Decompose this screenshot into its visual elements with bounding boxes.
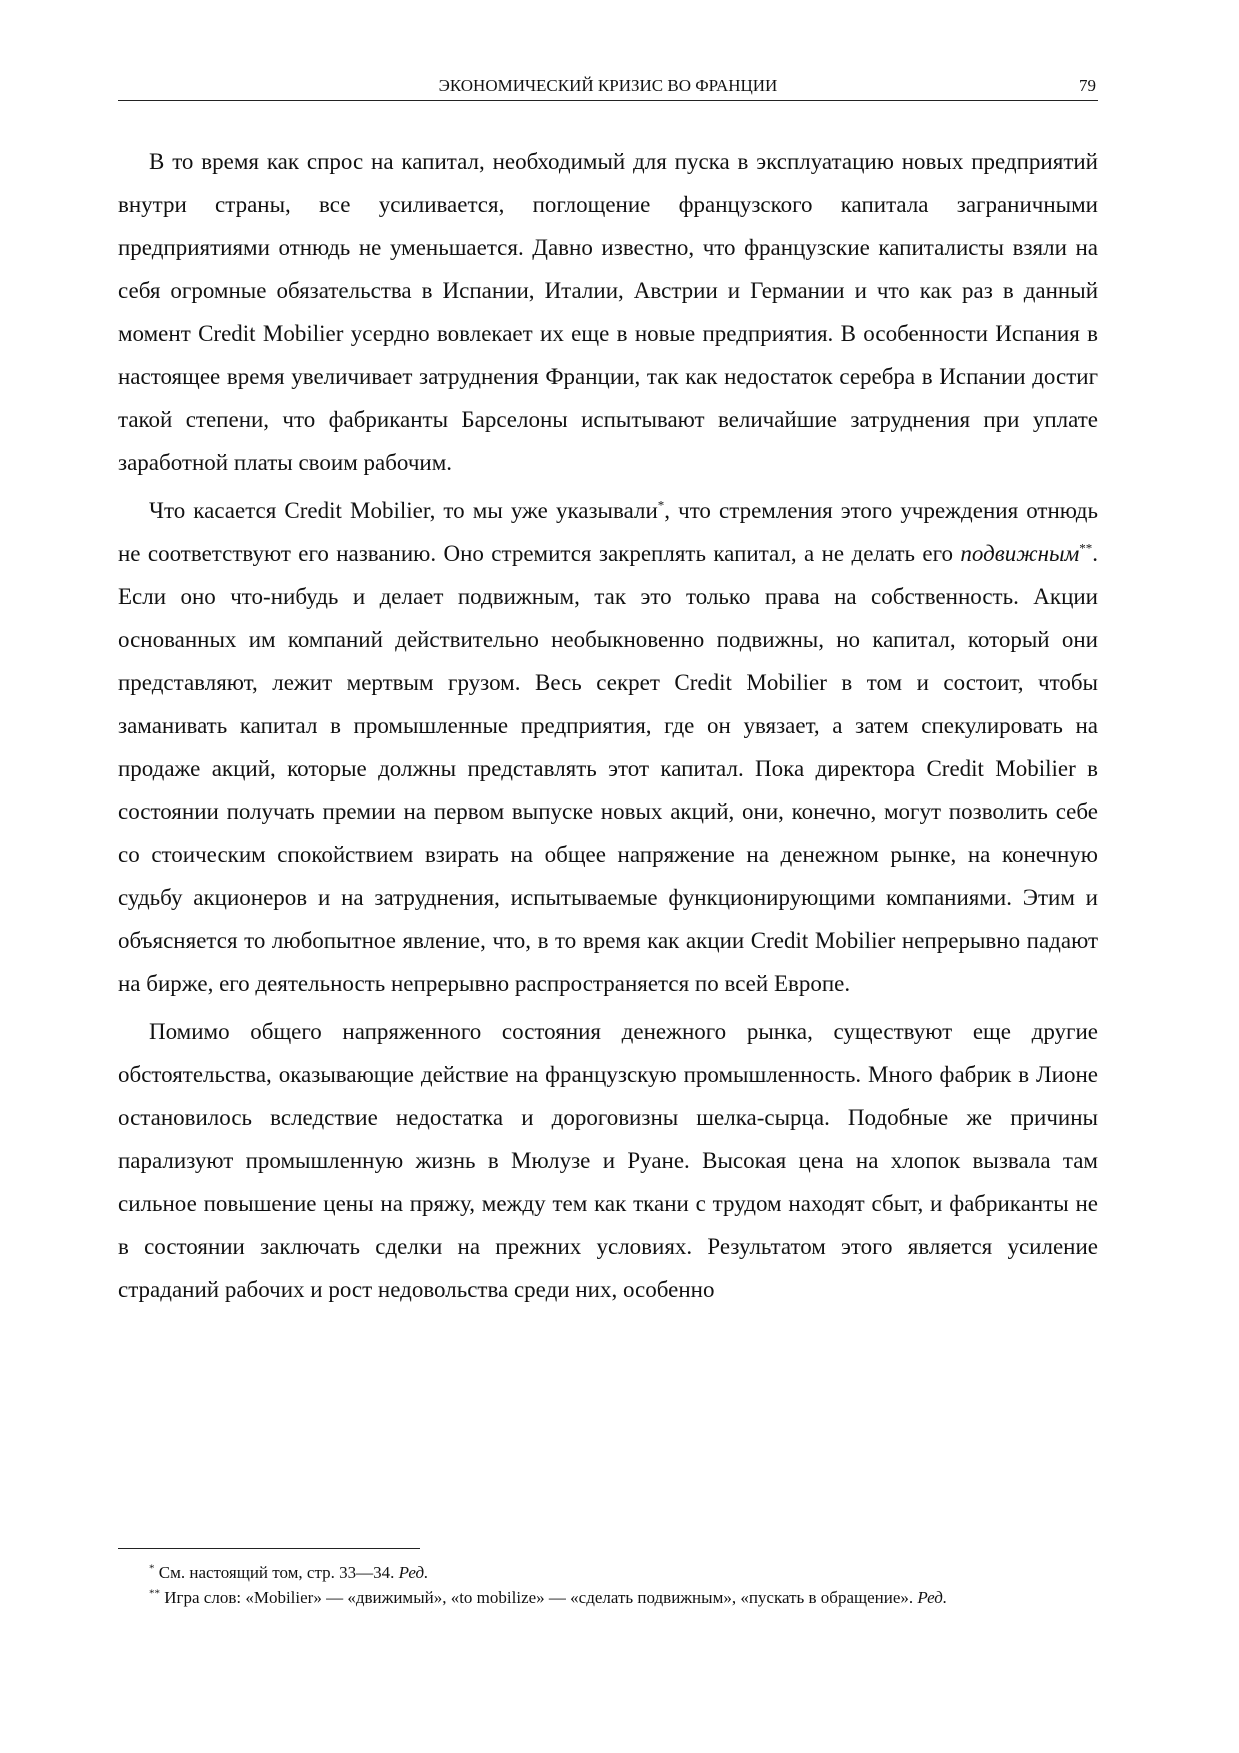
paragraph-3: Помимо общего напряженного состояния денежного рынка, существуют еще другие обстоятельства, оказывающие действие на французскую промышленность. Много фабрик в Лионе остановилось вследствие недостатка и дороговизны шелка-сырца. Подобные же причины парализуют промышленную жизнь в Мюлузе и Руане. Высокая цена на хлопок вызвала там сильное повышение цены на пряжу, между тем как ткани с трудом находят сбыт, и фабриканты не в состоянии заключать сделки на прежних условиях. Результатом этого является усиление страданий рабочих и рост недовольства среди них, особенно <box>118 1019 1098 1302</box>
footnote-2-mark: ** <box>149 1587 160 1600</box>
paragraph-2-part-b: , что стремления этого учреждения отнюдь не соответствуют его названию. Оно стремится закреплять капитал, а не делать его <box>118 498 1098 566</box>
paragraph-2 <box>118 489 1098 1005</box>
footnotes <box>118 1560 1098 1610</box>
italic-term: подвижным <box>960 541 1080 566</box>
footnote-divider <box>118 1548 420 1549</box>
running-title: ЭКОНОМИЧЕСКИЙ КРИЗИС ВО ФРАНЦИИ <box>438 76 778 95</box>
page-number: 79 <box>1079 76 1096 95</box>
footnote-ref-2[interactable]: ** <box>1079 540 1093 556</box>
footnote-2-text: Игра слов: «Mobilier» — «движимый», «to mobilize» — «сделать подвижным», «пускать в обращение». <box>160 1588 918 1607</box>
footnote-1-mark: * <box>149 1562 155 1575</box>
footnote-2-editor: Ред. <box>917 1588 948 1607</box>
footnote-1-editor: Ред. <box>398 1563 429 1582</box>
running-header <box>118 74 1098 101</box>
footnote-2 <box>118 1585 1098 1610</box>
footnote-1 <box>118 1560 1098 1585</box>
footnote-ref-1[interactable]: * <box>657 497 665 513</box>
paragraph-2-part-c: . Если оно что-нибудь и делает подвижным, так это только права на собственность. Акции основанных им компаний действительно необыкновенно подвижны, но капитал, который они представляют, лежит мертвым грузом. Весь секрет Crеdit Mobilier в том и состоит, чтобы заманивать капитал в промышленные предприятия, где он увязает, а затем спекулировать на продаже акций, которые должны представлять этот капитал. Пока директора Crеdit Mobilier в состоянии получать премии на первом выпуске новых акций, они, конечно, могут позволить себе со стоическим спокойствием взирать на общее напряжение на денежном рынке, на конечную судьбу акционеров и на затруднения, испытываемые функционирующими компаниями. Этим и объясняется то любопытное явление, что, в то время как акции Crеdit Mobilier непрерывно падают на бирже, его деятельность непрерывно распространяется по всей Европе. <box>118 541 1098 996</box>
body-text <box>118 140 1098 1311</box>
paragraph-2-part-a: Что касается Crеdit Mobilier, то мы уже указывали <box>149 498 658 523</box>
footnote-1-text: См. настоящий том, стр. 33—34. <box>154 1563 399 1582</box>
paragraph-1: В то время как спрос на капитал, необходимый для пуска в эксплуатацию новых предприятий внутри страны, все усиливается, поглощение французского капитала заграничными предприятиями отнюдь не уменьшается. Давно известно, что французские капиталисты взяли на себя огромные обязательства в Испании, Италии, Австрии и Германии и что как раз в данный момент Crеdit Mobilier усердно вовлекает их еще в новые предприятия. В особенности Испания в настоящее время увеличивает затруднения Франции, так как недостаток серебра в Испании достиг такой степени, что фабриканты Барселоны испытывают величайшие затруднения при уплате заработной платы своим рабочим. <box>118 149 1098 475</box>
